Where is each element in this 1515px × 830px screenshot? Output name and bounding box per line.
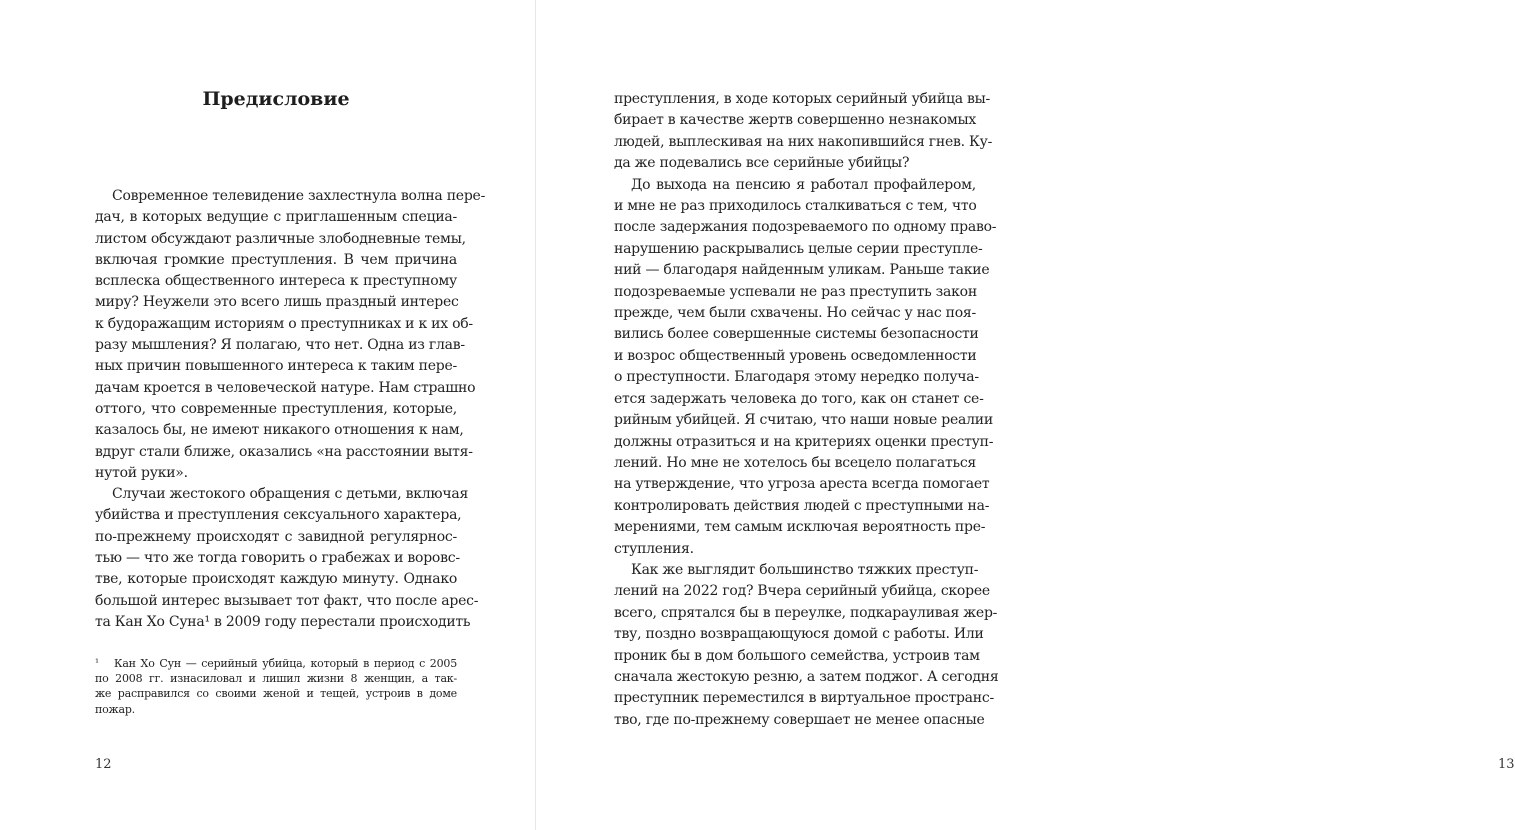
text-line: сначала жестокую резню, а затем поджог. А сегодня: [614, 668, 999, 685]
text-line: До выхода на пенсию я работал профайлером,: [631, 176, 976, 193]
left-page-body: [95, 186, 486, 633]
right-page-body: [614, 89, 999, 731]
text-line: дач, в которых ведущие с приглашенным специа-: [95, 209, 457, 226]
text-line: после задержания подозреваемого по одному право-: [614, 219, 997, 236]
text-line: ний — благодаря найденным уликам. Раньше такие: [614, 262, 990, 279]
footnote-marker: ¹: [95, 658, 99, 669]
text-line: и мне не раз приходилось сталкиваться с тем, что: [614, 198, 977, 215]
text-line: лений на 2022 год? Вчера серийный убийца, скорее: [614, 583, 990, 600]
text-line: по-прежнему происходят с завидной регулярнос-: [95, 528, 457, 545]
text-line: ступления.: [614, 540, 694, 557]
left-page: [0, 0, 535, 830]
footnote-line: пожар.: [95, 702, 135, 716]
text-line: нарушению раскрывались целые серии преступле-: [614, 240, 983, 257]
footnote-line: же расправился со своими женой и тещей, устроив в доме: [95, 687, 457, 701]
text-line: убийства и преступления сексуального характера,: [95, 507, 462, 524]
text-line: листом обсуждают различные злободневные темы,: [95, 230, 466, 247]
text-line: та Кан Хо Суна¹ в 2009 году перестали происходить: [95, 613, 471, 630]
text-line: проник бы в дом большого семейства, устроив там: [614, 647, 980, 664]
text-line: должны отразиться и на критериях оценки преступ-: [614, 433, 994, 450]
text-line: тву, поздно возвращающуюся домой с работы. Или: [614, 626, 984, 643]
text-line: тью — что же тогда говорить о грабежах и воровс-: [95, 550, 460, 567]
footnote-line: по 2008 гг. изнасиловал и лишил жизни 8 женщин, а так-: [95, 672, 457, 686]
text-line: бирает в качестве жертв совершенно незнакомых: [614, 112, 976, 129]
text-line: преступления, в ходе которых серийный убийца вы-: [614, 91, 991, 107]
text-line: вились более совершенные системы безопасности: [614, 326, 979, 343]
text-line: ется задержать человека до того, как он станет се-: [614, 390, 984, 407]
text-line: преступник переместился в виртуальное пространс-: [614, 690, 994, 707]
right-page: [536, 0, 1515, 830]
page-number-left: 12: [95, 757, 112, 772]
text-line: тво, где по-прежнему совершает не менее опасные: [614, 711, 985, 728]
text-line: мерениями, тем самым исключая вероятность пре-: [614, 519, 986, 536]
text-line: всего, спрятался бы в переулке, подкарауливая жер-: [614, 604, 998, 621]
footnote-line: Кан Хо Сун — серийный убийца, который в период с 2005: [114, 657, 457, 670]
text-line: лений. Но мне не хотелось бы всецело полагаться: [614, 454, 976, 471]
text-line: тве, которые происходят каждую минуту. Однако: [95, 571, 457, 588]
text-line: Случаи жестокого обращения с детьми, включая: [112, 486, 469, 503]
text-line: на утверждение, что угроза ареста всегда помогает: [614, 476, 990, 493]
text-line: казалось бы, не имеют никакого отношения к нам,: [95, 422, 464, 439]
text-line: миру? Неужели это всего лишь праздный интерес: [95, 294, 459, 311]
text-line: прежде, чем были схвачены. Но сейчас у нас поя-: [614, 305, 976, 322]
text-line: подозреваемые успевали не раз преступить закон: [614, 283, 977, 300]
text-line: включая громкие преступления. В чем причина: [95, 251, 457, 268]
text-line: людей, выплескивая на них накопившийся гнев. Ку-: [614, 133, 993, 150]
text-line: вдруг стали ближе, оказались «на расстоянии вытя-: [95, 443, 473, 460]
text-line: к будоражащим историям о преступниках и к их об-: [95, 315, 473, 332]
text-line: Как же выглядит большинство тяжких преступ-: [631, 561, 979, 578]
footnote: [95, 656, 457, 717]
text-line: рийным убийцей. Я считаю, что наши новые реалии: [614, 412, 993, 429]
text-line: Современное телевидение захлестнула волна пере-: [112, 188, 486, 204]
text-line: ных причин повышенного интереса к таким пере-: [95, 358, 457, 375]
text-line: нутой руки».: [95, 464, 188, 481]
text-line: и возрос общественный уровень осведомленности: [614, 347, 977, 364]
text-line: всплеска общественного интереса к преступному: [95, 273, 457, 290]
text-line: большой интерес вызывает тот факт, что после арес-: [95, 592, 479, 609]
text-line: оттого, что современные преступления, которые,: [95, 400, 457, 417]
page-number-right: 13: [1498, 757, 1515, 772]
text-line: дачам кроется в человеческой натуре. Нам страшно: [95, 379, 476, 396]
text-line: о преступности. Благодаря этому нередко получа-: [614, 369, 979, 386]
chapter-title: Предисловие: [202, 88, 350, 110]
text-line: разу мышления? Я полагаю, что нет. Одна из глав-: [95, 337, 465, 354]
text-line: да же подевались все серийные убийцы?: [614, 155, 910, 172]
text-line: контролировать действия людей с преступными на-: [614, 497, 990, 514]
